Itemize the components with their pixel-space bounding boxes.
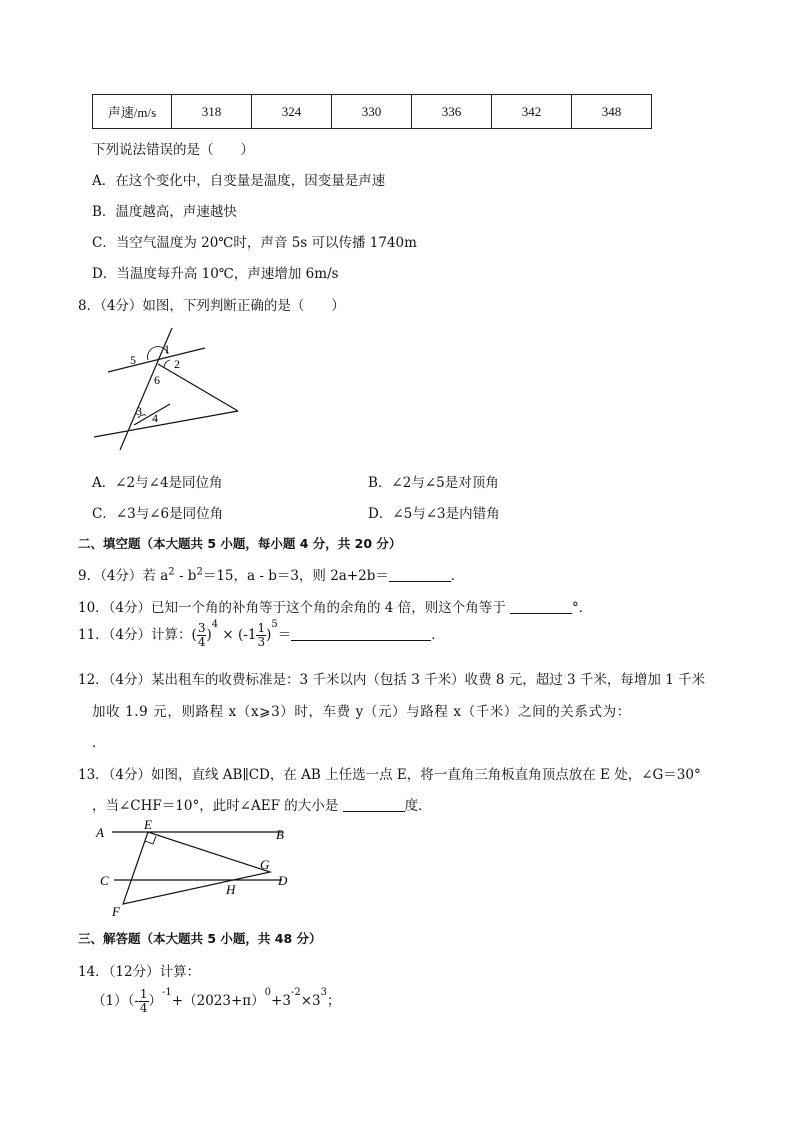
table-cell: 330: [332, 95, 412, 129]
fraction: $\frac{1}{3}$: [257, 621, 266, 649]
q7-stem: 下列说法错误的是（ ）: [92, 142, 254, 158]
q14-text: ）: [148, 993, 163, 1009]
right-triangle: [123, 832, 270, 904]
point-label-f: F: [112, 904, 120, 919]
q7-option-c: C．当空气温度为 20℃时，声音 5s 可以传播 1740m: [92, 235, 417, 251]
q13-text: ，当∠CHF＝10°，此时∠AEF 的大小是: [92, 798, 343, 814]
angle-label-1: 1: [164, 342, 170, 356]
q7-option-a: A．在这个变化中，自变量是温度，因变量是声速: [92, 173, 386, 189]
q8-stem: 8．（4分）如图，下列判断正确的是（ ）: [78, 298, 345, 314]
q12-line1: 12．（4分）某出租车的收费标准是：3 千米以内（包括 3 千米）收费 8 元，超过 3 千米，每增加 1 千米: [78, 672, 706, 688]
point-label-a: A: [96, 825, 104, 840]
answer-blank[interactable]: [343, 797, 405, 812]
answer-blank[interactable]: [291, 626, 431, 641]
table-cell: 318: [172, 95, 252, 129]
exponent: 0: [264, 987, 272, 998]
answer-blank[interactable]: [510, 599, 572, 614]
q8-option-b: B．∠2与∠5是对顶角: [368, 475, 499, 491]
q14-text: （1）（-: [92, 993, 139, 1009]
q14-text: +3: [271, 993, 291, 1009]
q14-part1: [92, 987, 340, 1015]
q11-text: ．: [431, 627, 445, 643]
answer-blank[interactable]: [389, 567, 451, 582]
table-cell: 342: [492, 95, 572, 129]
table-cell: 324: [252, 95, 332, 129]
q13-line1: 13．（4分）如图，直线 AB∥CD，在 AB 上任选一点 E，将一直角三角板直角顶点放在 E 处，∠G＝30°: [78, 767, 701, 783]
q9-text: ＝15，a - b＝3，则 2a+2b＝: [202, 568, 389, 584]
q11-text: 11．（4分）计算：: [78, 627, 192, 643]
fraction: $\frac{1}{4}$: [139, 987, 148, 1015]
lower-line: [94, 411, 238, 437]
exponent: 2: [168, 566, 175, 578]
q8-figure: [90, 322, 245, 454]
point-label-g: G: [260, 857, 270, 872]
upper-line: [108, 348, 205, 372]
section-heading-solve: 三、解答题（本大题共 5 小题，共 48 分）: [78, 931, 322, 946]
q14-text: +（2023+π）: [171, 993, 265, 1009]
mixed-whole: -1: [243, 627, 257, 643]
q9-text: 9．（4分）若 a: [78, 568, 169, 584]
exponent: 2: [196, 566, 203, 578]
point-label-b: B: [276, 827, 284, 842]
table-row: [93, 95, 652, 129]
angle-label-2: 2: [174, 357, 180, 371]
table-row-label: 声速/m/s: [93, 95, 172, 129]
q14-text: ×3: [300, 993, 321, 1009]
table-cell: 336: [412, 95, 492, 129]
point-label-h: H: [226, 882, 236, 897]
q11: 11．（4分）计算：( $\frac{3}{4}$ )$^4$ × (-1 $\frac{1}{3}$ )$^5$＝ ．: [78, 619, 445, 649]
table-cell: 348: [572, 95, 652, 129]
section-heading-fill-blank: 二、填空题（本大题共 5 小题，每小题 4 分，共 20 分）: [78, 536, 402, 551]
q9-text: - b: [174, 568, 197, 584]
q12-line3: ．: [92, 735, 106, 751]
q8-option-d: D．∠5与∠3是内错角: [368, 506, 500, 522]
point-label-c: C: [100, 873, 109, 888]
q13-text: 度．: [404, 798, 432, 814]
point-label-e: E: [144, 818, 152, 832]
q9: [78, 564, 464, 584]
q14-stem: 14．（12分）计算：: [78, 964, 201, 980]
exponent: 4: [211, 619, 219, 630]
q9-text: ．: [450, 568, 465, 584]
q10: [78, 596, 592, 616]
angle-label-4: 4: [152, 411, 158, 425]
angle-arc: [164, 360, 170, 368]
q11-text: ＝: [277, 627, 292, 643]
q7-option-d: D．当温度每升高 10℃，声速增加 6m/s: [92, 266, 339, 282]
exponent: 3: [320, 987, 327, 998]
fraction: $\frac{3}{4}$: [197, 621, 206, 649]
q8-option-c: C．∠3与∠6是同位角: [92, 506, 224, 522]
exponent: 5: [271, 619, 278, 630]
angle-label-5: 5: [130, 353, 136, 367]
q13-line2: [92, 794, 432, 814]
point-label-d: D: [278, 873, 288, 888]
q10-text: 10．（4分）已知一个角的补角等于这个角的余角的 4 倍，则这个角等于: [78, 600, 510, 616]
q10-text: °．: [571, 600, 593, 616]
angle-label-6: 6: [154, 373, 160, 387]
exponent: -1: [162, 987, 172, 998]
angle-label-3: 3: [136, 404, 142, 418]
q13-figure: [90, 818, 300, 922]
exponent: -2: [290, 987, 301, 998]
q14-text: ；: [326, 993, 341, 1009]
slant-line: [158, 364, 238, 411]
q12-line2: 加收 1.9 元，则路程 x（x⩾3）时，车费 y（元）与路程 x（千米）之间的关系式为：: [92, 704, 631, 720]
speed-table: [92, 94, 652, 129]
q7-option-b: B．温度越高，声速越快: [92, 204, 237, 220]
q8-option-a: A．∠2与∠4是同位角: [92, 475, 223, 491]
times-sign: ×: [222, 627, 234, 643]
